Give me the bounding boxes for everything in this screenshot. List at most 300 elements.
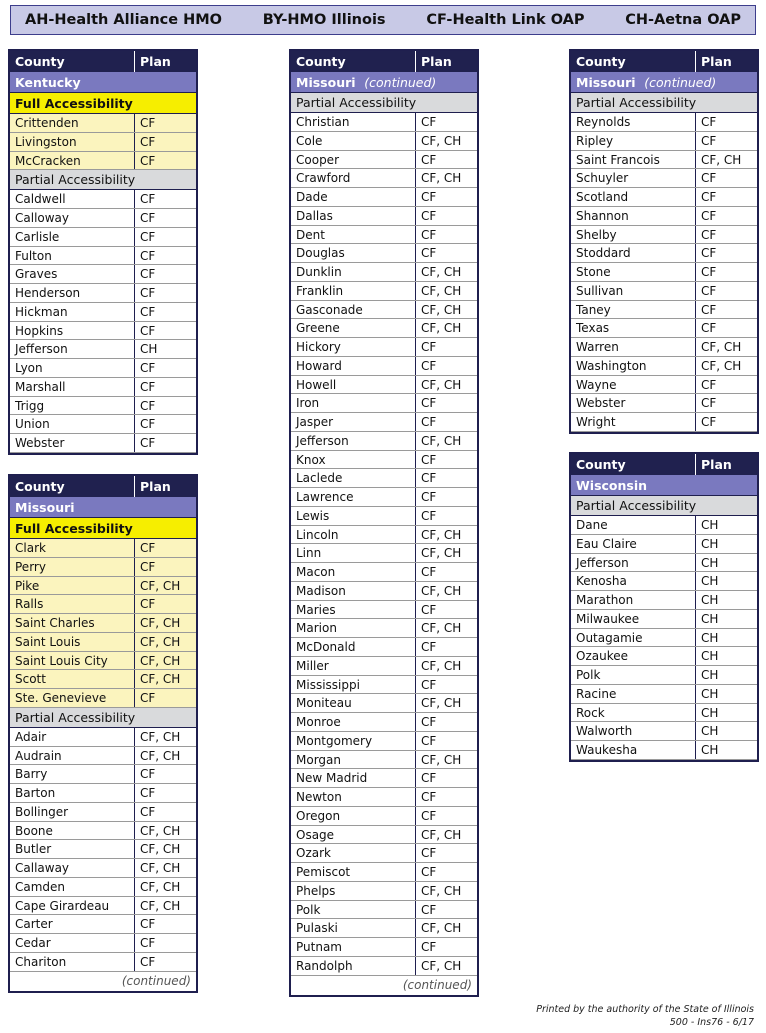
county-name: Walworth bbox=[571, 722, 696, 740]
county-name: Iron bbox=[291, 394, 416, 412]
county-name: Stone bbox=[571, 263, 696, 281]
county-name: Saint Charles bbox=[10, 614, 135, 632]
plan-codes: CF bbox=[140, 936, 156, 950]
county-name: Milwaukee bbox=[571, 610, 696, 628]
plan-codes: CH bbox=[701, 536, 719, 551]
plan-codes: CF bbox=[421, 602, 437, 617]
state-header-row bbox=[571, 475, 757, 496]
county-name: Macon bbox=[291, 563, 416, 581]
table-row bbox=[10, 415, 196, 434]
table-row bbox=[571, 301, 757, 320]
table-row bbox=[291, 394, 477, 413]
state-continued-note: (continued) bbox=[364, 75, 437, 90]
plan-codes: CH bbox=[140, 342, 158, 357]
county-name: McCracken bbox=[10, 152, 135, 170]
plan-codes: CF, CH bbox=[421, 377, 462, 392]
county-name: Dent bbox=[291, 226, 416, 244]
table-row bbox=[571, 741, 757, 760]
table-row bbox=[291, 488, 477, 507]
county-name: Cape Girardeau bbox=[10, 897, 135, 915]
county-name: Ralls bbox=[10, 595, 135, 613]
table-header-row bbox=[10, 51, 196, 72]
state-name: Missouri bbox=[576, 75, 636, 90]
county-name: Barton bbox=[10, 784, 135, 802]
plan-codes: CF bbox=[701, 283, 717, 298]
plan-codes: CF bbox=[701, 171, 717, 186]
plan-codes: CF bbox=[140, 436, 156, 450]
plan-codes: CF bbox=[421, 490, 437, 504]
county-name: Stoddard bbox=[571, 244, 696, 262]
table-row bbox=[571, 169, 757, 188]
county-name: Jefferson bbox=[571, 554, 696, 572]
plan-codes: CH bbox=[701, 555, 719, 570]
plan-codes: CF bbox=[140, 559, 156, 574]
county-name: Marion bbox=[291, 619, 416, 637]
plan-codes: CF bbox=[701, 396, 717, 411]
table-row bbox=[571, 413, 757, 432]
table-row bbox=[10, 322, 196, 341]
county-name: Webster bbox=[571, 394, 696, 412]
table-row bbox=[10, 897, 196, 916]
table-row bbox=[10, 340, 196, 359]
county-name: Howard bbox=[291, 357, 416, 375]
table-row bbox=[291, 169, 477, 188]
table-row bbox=[10, 728, 196, 747]
table-row bbox=[291, 826, 477, 845]
footer-form-number: 500 - Ins76 - 6/17 bbox=[669, 1017, 754, 1028]
county-name: Chariton bbox=[10, 953, 135, 971]
county-name: Greene bbox=[291, 319, 416, 337]
table-header-row bbox=[291, 51, 477, 72]
county-name: Cedar bbox=[10, 934, 135, 952]
county-name: Ripley bbox=[571, 132, 696, 150]
plan-codes: CF bbox=[140, 248, 156, 263]
plan-codes: CF bbox=[421, 396, 437, 411]
table-row bbox=[571, 244, 757, 263]
plan-codes: CF, CH bbox=[421, 658, 462, 673]
county-name: Schuyler bbox=[571, 169, 696, 187]
table-row bbox=[10, 878, 196, 897]
plan-codes: CF bbox=[421, 508, 437, 523]
county-name: Eau Claire bbox=[571, 535, 696, 553]
county-name: Madison bbox=[291, 582, 416, 600]
plan-codes: CF, CH bbox=[701, 358, 742, 373]
table-row bbox=[291, 319, 477, 338]
table-row bbox=[10, 840, 196, 859]
table-row bbox=[291, 563, 477, 582]
county-name: Jefferson bbox=[10, 340, 135, 358]
county-column-header: County bbox=[571, 51, 696, 72]
table-row bbox=[10, 284, 196, 303]
table-row bbox=[10, 652, 196, 671]
county-name: Union bbox=[10, 415, 135, 433]
plan-codes: CF, CH bbox=[421, 827, 462, 842]
plan-codes: CF, CH bbox=[140, 578, 181, 593]
table-row bbox=[291, 207, 477, 226]
county-name: Morgan bbox=[291, 751, 416, 769]
county-name: Gasconade bbox=[291, 301, 416, 319]
table-row bbox=[10, 209, 196, 228]
footer-authority: Printed by the authority of the State of Illinois bbox=[536, 1004, 754, 1015]
plan-codes: CF bbox=[421, 452, 437, 467]
table-row bbox=[571, 207, 757, 226]
county-name: Cole bbox=[291, 132, 416, 150]
table-row bbox=[571, 357, 757, 376]
table-row bbox=[571, 226, 757, 245]
plan-codes: CF, CH bbox=[140, 879, 181, 894]
county-name: Monroe bbox=[291, 713, 416, 731]
plan-codes: CF bbox=[421, 846, 437, 861]
county-name: Reynolds bbox=[571, 113, 696, 131]
plan-codes: CF bbox=[140, 286, 156, 300]
plan-codes: CF bbox=[140, 691, 156, 705]
county-column-header: County bbox=[571, 454, 696, 475]
table-row bbox=[10, 822, 196, 841]
kentucky-table bbox=[8, 49, 198, 455]
county-column-header: County bbox=[10, 51, 135, 72]
county-name: Texas bbox=[571, 319, 696, 337]
partial-accessibility-header: Partial Accessibility bbox=[291, 93, 477, 113]
plan-column-header: Plan bbox=[140, 54, 171, 69]
table-row bbox=[291, 376, 477, 395]
table-row bbox=[291, 732, 477, 751]
plan-codes: CF bbox=[421, 358, 437, 373]
table-row bbox=[10, 614, 196, 633]
county-name: Oregon bbox=[291, 807, 416, 825]
plan-codes: CF, CH bbox=[140, 653, 181, 668]
table-row bbox=[571, 647, 757, 666]
state-continued-note: (continued) bbox=[644, 75, 717, 90]
county-name: Franklin bbox=[291, 282, 416, 300]
plan-codes: CF bbox=[140, 267, 156, 282]
table-row bbox=[291, 919, 477, 938]
county-name: Adair bbox=[10, 728, 135, 746]
table-row bbox=[291, 244, 477, 263]
county-name: Callaway bbox=[10, 859, 135, 877]
partial-accessibility-header: Partial Accessibility bbox=[10, 170, 196, 190]
plan-column-header: Plan bbox=[140, 479, 171, 494]
state-header-row bbox=[10, 497, 196, 518]
table-row bbox=[571, 591, 757, 610]
county-name: Camden bbox=[10, 878, 135, 896]
table-row bbox=[571, 685, 757, 704]
table-row bbox=[10, 915, 196, 934]
county-name: Saint Louis bbox=[10, 633, 135, 651]
county-name: Randolph bbox=[291, 957, 416, 975]
county-name: Hickory bbox=[291, 338, 416, 356]
table-row bbox=[571, 666, 757, 685]
table-row bbox=[291, 282, 477, 301]
table-row bbox=[571, 263, 757, 282]
table-row bbox=[10, 689, 196, 708]
full-accessibility-header: Full Accessibility bbox=[10, 518, 196, 539]
table-row bbox=[571, 722, 757, 741]
county-name: Mississippi bbox=[291, 676, 416, 694]
county-name: Saint Louis City bbox=[10, 652, 135, 670]
plan-codes: CF bbox=[701, 377, 717, 392]
county-name: Graves bbox=[10, 265, 135, 283]
plan-codes: CH bbox=[701, 518, 719, 532]
plan-codes: CF bbox=[421, 902, 437, 917]
plan-codes: CF bbox=[421, 340, 437, 354]
table-row bbox=[10, 378, 196, 397]
county-name: Dunklin bbox=[291, 263, 416, 281]
county-name: Ste. Genevieve bbox=[10, 689, 135, 707]
county-name: Montgomery bbox=[291, 732, 416, 750]
table-row bbox=[10, 539, 196, 558]
plan-codes: CF bbox=[140, 917, 156, 932]
table-row bbox=[10, 434, 196, 453]
county-name: Pemiscot bbox=[291, 863, 416, 881]
table-row bbox=[10, 228, 196, 247]
table-row bbox=[291, 751, 477, 770]
county-name: Crawford bbox=[291, 169, 416, 187]
county-name: Knox bbox=[291, 451, 416, 469]
plan-codes: CF, CH bbox=[421, 527, 462, 542]
table-row bbox=[291, 451, 477, 470]
full-accessibility-header: Full Accessibility bbox=[10, 93, 196, 114]
plan-codes: CF, CH bbox=[421, 583, 462, 598]
table-row bbox=[291, 188, 477, 207]
plan-codes: CF bbox=[421, 190, 437, 204]
county-name: Saint Francois bbox=[571, 151, 696, 169]
table-row bbox=[10, 747, 196, 766]
plan-codes: CH bbox=[701, 593, 719, 607]
county-name: Dallas bbox=[291, 207, 416, 225]
plan-codes: CF bbox=[140, 229, 156, 244]
table-row bbox=[10, 303, 196, 322]
plan-codes: CF bbox=[140, 954, 156, 969]
table-row bbox=[291, 844, 477, 863]
county-name: Taney bbox=[571, 301, 696, 319]
plan-codes: CF, CH bbox=[701, 152, 742, 167]
table-row bbox=[10, 784, 196, 803]
state-name: Wisconsin bbox=[576, 478, 648, 493]
table-row bbox=[291, 151, 477, 170]
county-name: Lawrence bbox=[291, 488, 416, 506]
county-name: Washington bbox=[571, 357, 696, 375]
county-name: Howell bbox=[291, 376, 416, 394]
plan-codes: CF bbox=[140, 323, 156, 338]
table-row bbox=[571, 629, 757, 648]
plan-codes: CF bbox=[701, 133, 717, 148]
table-header-row bbox=[10, 476, 196, 497]
county-name: Carlisle bbox=[10, 228, 135, 246]
county-name: Calloway bbox=[10, 209, 135, 227]
county-name: Warren bbox=[571, 338, 696, 356]
plan-codes: CF bbox=[140, 541, 156, 555]
plan-codes: CF bbox=[701, 190, 717, 204]
county-name: Fulton bbox=[10, 247, 135, 265]
table-row bbox=[291, 469, 477, 488]
table-row bbox=[10, 359, 196, 378]
table-row bbox=[291, 694, 477, 713]
table-header-row bbox=[571, 454, 757, 475]
county-name: Waukesha bbox=[571, 741, 696, 759]
county-name: McDonald bbox=[291, 638, 416, 656]
county-name: Laclede bbox=[291, 469, 416, 487]
table-row bbox=[291, 769, 477, 788]
plan-codes: CF bbox=[701, 208, 717, 223]
plan-codes: CF bbox=[140, 379, 156, 394]
table-row bbox=[10, 670, 196, 689]
table-row bbox=[571, 572, 757, 591]
plan-column-header: Plan bbox=[701, 54, 732, 69]
plan-codes: CH bbox=[701, 611, 719, 626]
table-row bbox=[291, 301, 477, 320]
plan-codes: CH bbox=[701, 630, 719, 645]
county-name: Dade bbox=[291, 188, 416, 206]
table-row bbox=[291, 413, 477, 432]
county-name: Hickman bbox=[10, 303, 135, 321]
state-header-row bbox=[291, 72, 477, 93]
plan-codes: CF bbox=[701, 415, 717, 429]
plan-codes: CF, CH bbox=[421, 621, 462, 636]
plan-codes: CH bbox=[701, 574, 719, 589]
plan-codes: CF bbox=[421, 565, 437, 579]
plan-codes: CF, CH bbox=[140, 748, 181, 763]
plan-codes: CF, CH bbox=[421, 958, 462, 973]
county-name: Caldwell bbox=[10, 190, 135, 208]
table-row bbox=[291, 601, 477, 620]
table-row bbox=[10, 765, 196, 784]
partial-accessibility-header: Partial Accessibility bbox=[10, 708, 196, 728]
table-row bbox=[571, 282, 757, 301]
table-row bbox=[291, 638, 477, 657]
plan-codes: CF, CH bbox=[421, 302, 462, 317]
county-name: Cooper bbox=[291, 151, 416, 169]
table-row bbox=[10, 397, 196, 416]
county-name: Marshall bbox=[10, 378, 135, 396]
county-name: Marathon bbox=[571, 591, 696, 609]
table-row bbox=[291, 713, 477, 732]
print-authority-footer bbox=[536, 1003, 754, 1029]
plan-codes: CF bbox=[421, 640, 437, 654]
county-name: Henderson bbox=[10, 284, 135, 302]
county-name: Scotland bbox=[571, 188, 696, 206]
county-name: Carter bbox=[10, 915, 135, 933]
county-name: Bollinger bbox=[10, 803, 135, 821]
county-name: Ozaukee bbox=[571, 647, 696, 665]
county-name: Shannon bbox=[571, 207, 696, 225]
plan-column-header: Plan bbox=[701, 457, 732, 472]
county-name: Jefferson bbox=[291, 432, 416, 450]
plan-codes: CF bbox=[701, 265, 717, 279]
plan-codes: CF bbox=[701, 115, 717, 129]
state-name: Kentucky bbox=[15, 75, 81, 90]
county-name: Dane bbox=[571, 516, 696, 534]
plan-column-header: Plan bbox=[421, 54, 452, 69]
plan-codes: CF bbox=[421, 677, 437, 692]
table-row bbox=[291, 619, 477, 638]
table-row bbox=[291, 263, 477, 282]
plan-codes: CF, CH bbox=[421, 752, 462, 767]
plan-codes: CF, CH bbox=[140, 898, 181, 913]
state-header-row bbox=[571, 72, 757, 93]
table-row bbox=[291, 132, 477, 151]
table-row bbox=[571, 610, 757, 629]
county-name: New Madrid bbox=[291, 769, 416, 787]
state-name: Missouri bbox=[296, 75, 356, 90]
plan-codes: CF, CH bbox=[140, 672, 181, 687]
plan-codes: CF bbox=[421, 733, 437, 748]
plan-codes: CF bbox=[421, 115, 437, 129]
table-row bbox=[571, 376, 757, 395]
plan-codes: CF bbox=[701, 227, 717, 242]
plan-codes: CF bbox=[421, 940, 437, 954]
county-name: Hopkins bbox=[10, 322, 135, 340]
plan-codes: CF, CH bbox=[421, 921, 462, 936]
county-name: Rock bbox=[571, 704, 696, 722]
table-row bbox=[291, 788, 477, 807]
plan-codes: CF bbox=[421, 471, 437, 486]
table-row bbox=[571, 151, 757, 170]
wisconsin-table bbox=[569, 452, 759, 762]
county-name: Racine bbox=[571, 685, 696, 703]
county-name: Clark bbox=[10, 539, 135, 557]
plan-codes: CH bbox=[701, 724, 719, 739]
table-row bbox=[10, 247, 196, 266]
county-name: Linn bbox=[291, 544, 416, 562]
plan-codes: CF bbox=[421, 208, 437, 223]
table-row bbox=[291, 863, 477, 882]
plan-codes: CF bbox=[140, 134, 156, 149]
county-name: Moniteau bbox=[291, 694, 416, 712]
plan-codes: CF bbox=[140, 767, 156, 782]
table-row bbox=[291, 432, 477, 451]
missouri-continued-table-middle bbox=[289, 49, 479, 997]
plan-codes: CH bbox=[701, 743, 719, 757]
table-row bbox=[571, 319, 757, 338]
county-name: Miller bbox=[291, 657, 416, 675]
plan-legend-header bbox=[10, 5, 756, 35]
table-row bbox=[10, 803, 196, 822]
county-name: Pulaski bbox=[291, 919, 416, 937]
missouri-continued-table-right bbox=[569, 49, 759, 434]
table-row bbox=[10, 265, 196, 284]
plan-codes: CF bbox=[421, 790, 437, 804]
table-row bbox=[571, 188, 757, 207]
plan-codes: CF, CH bbox=[421, 433, 462, 448]
county-name: Scott bbox=[10, 670, 135, 688]
county-name: Barry bbox=[10, 765, 135, 783]
plan-codes: CF, CH bbox=[421, 283, 462, 298]
table-row bbox=[291, 507, 477, 526]
plan-codes: CF, CH bbox=[140, 861, 181, 875]
plan-codes: CF, CH bbox=[140, 823, 181, 838]
county-name: Phelps bbox=[291, 882, 416, 900]
county-name: Jasper bbox=[291, 413, 416, 431]
table-row bbox=[291, 544, 477, 563]
table-row bbox=[291, 226, 477, 245]
county-name: Audrain bbox=[10, 747, 135, 765]
table-row bbox=[291, 338, 477, 357]
plan-codes: CH bbox=[701, 649, 719, 664]
table-row bbox=[571, 338, 757, 357]
county-name: Wright bbox=[571, 413, 696, 431]
county-column-header: County bbox=[291, 51, 416, 72]
continued-note: (continued) bbox=[402, 977, 472, 992]
county-name: Lincoln bbox=[291, 526, 416, 544]
plan-codes: CF bbox=[421, 415, 437, 429]
plan-codes: CF, CH bbox=[140, 616, 181, 630]
plan-codes: CF, CH bbox=[421, 265, 462, 279]
table-row bbox=[10, 114, 196, 133]
plan-codes: CF bbox=[140, 116, 156, 130]
county-name: Pike bbox=[10, 577, 135, 595]
table-row bbox=[10, 595, 196, 614]
county-name: Kenosha bbox=[571, 572, 696, 590]
